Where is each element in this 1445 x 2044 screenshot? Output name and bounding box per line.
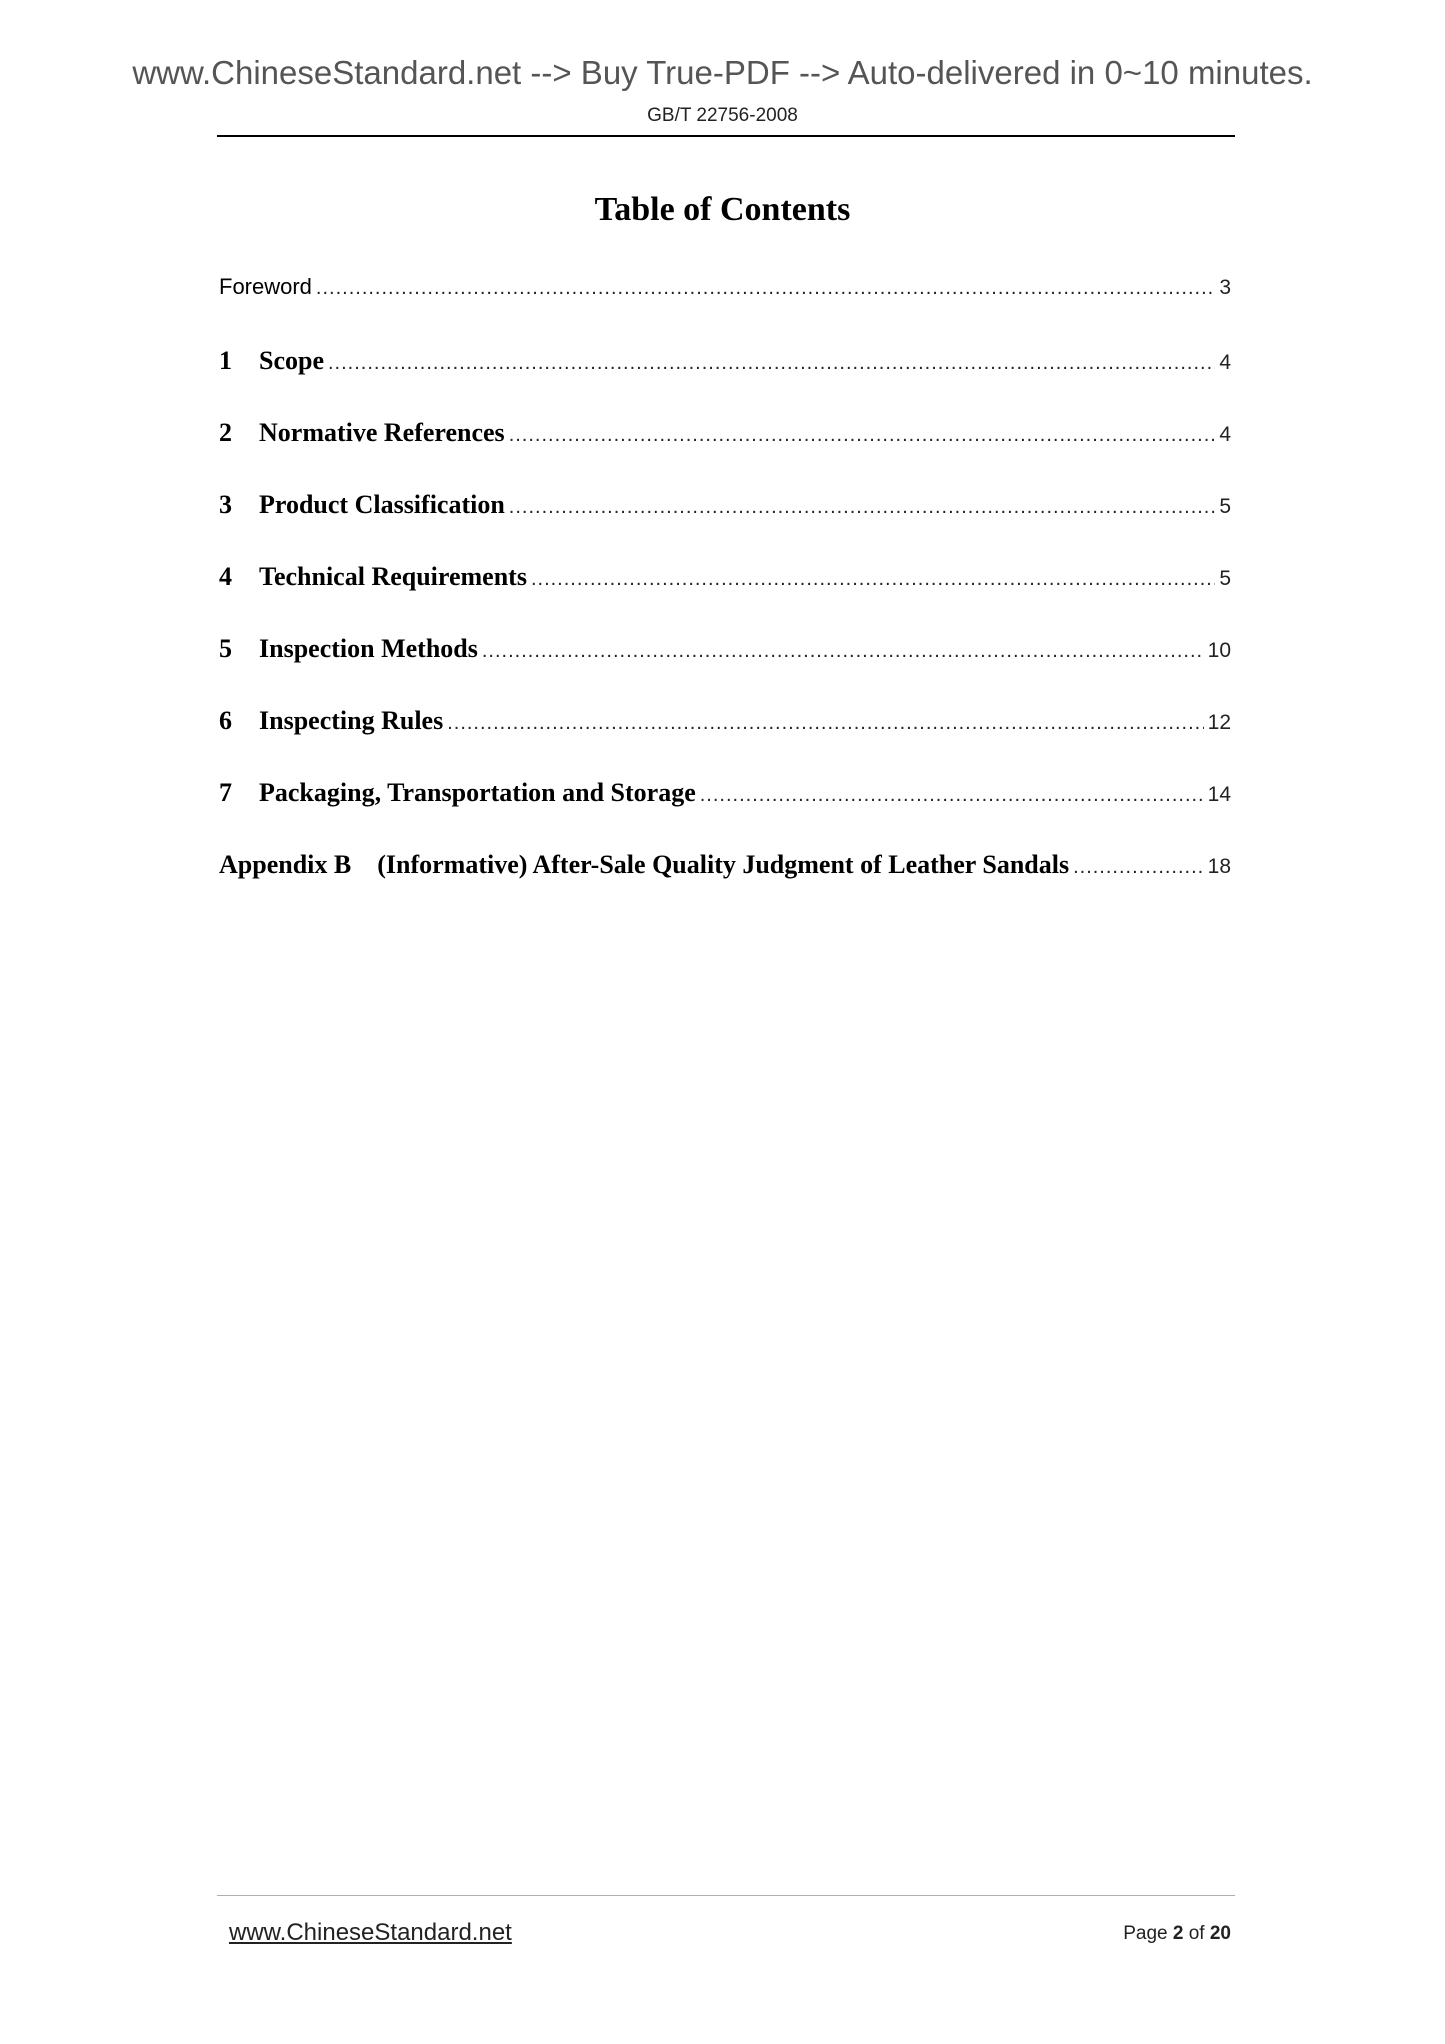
toc-entry-normative-references[interactable] — [219, 418, 1231, 490]
toc-entry-number: 3 — [219, 490, 232, 519]
toc-entry-number: 2 — [219, 418, 232, 447]
toc-leader-dots — [328, 352, 1215, 375]
page-indicator — [1123, 1923, 1231, 1945]
toc-entry-label — [219, 850, 1069, 880]
toc-entry-page: 14 — [1207, 783, 1231, 806]
toc-entry-product-classification[interactable] — [219, 490, 1231, 562]
header-divider — [217, 135, 1235, 137]
toc-entry-number: 5 — [219, 634, 232, 663]
page-word: Page — [1123, 1923, 1168, 1944]
source-banner: www.ChineseStandard.net --> Buy True-PDF --> Auto-delivered in 0~10 minutes. — [132, 54, 1313, 91]
toc-leader-dots — [316, 277, 1215, 300]
toc-leader-dots — [509, 424, 1216, 447]
toc-entry-inspection-methods[interactable] — [219, 634, 1231, 706]
toc-entry-scope[interactable] — [219, 346, 1231, 418]
toc-entry-label: Product Classification — [259, 490, 505, 519]
toc-entry-number: 4 — [219, 562, 232, 591]
toc-entry-page: 4 — [1219, 423, 1231, 446]
toc-entry-label: Scope — [259, 346, 324, 375]
table-of-contents — [219, 274, 1231, 922]
toc-entry-label: Technical Requirements — [259, 562, 527, 591]
toc-entry-foreword[interactable] — [219, 274, 1231, 346]
toc-entry-page: 3 — [1219, 276, 1231, 299]
toc-entry-appendix-b[interactable] — [219, 850, 1231, 922]
page-total: 20 — [1209, 1923, 1231, 1944]
toc-appendix-title: (Informative) After-Sale Quality Judgment of Leather Sandals — [377, 850, 1070, 879]
toc-entry-page: 5 — [1219, 567, 1231, 590]
standard-code-header: GB/T 22756-2008 — [647, 105, 798, 126]
toc-entry-inspecting-rules[interactable] — [219, 706, 1231, 778]
toc-leader-dots — [1073, 856, 1204, 879]
toc-entry-page: 18 — [1207, 855, 1231, 878]
toc-leader-dots — [482, 640, 1204, 663]
toc-entry-number: 1 — [219, 346, 232, 375]
toc-appendix-prefix: Appendix B — [219, 850, 352, 879]
page-of: of — [1188, 1923, 1205, 1944]
toc-title: Table of Contents — [594, 191, 851, 228]
toc-entry-number: 6 — [219, 706, 232, 735]
toc-entry-label: Inspection Methods — [259, 634, 478, 663]
toc-leader-dots — [509, 496, 1216, 519]
toc-leader-dots — [531, 568, 1215, 591]
toc-leader-dots — [700, 784, 1204, 807]
toc-entry-label: Foreword — [219, 274, 312, 299]
toc-entry-number: 7 — [219, 778, 232, 807]
footer-site-link[interactable]: www.ChineseStandard.net — [229, 1919, 512, 1946]
toc-entry-packaging[interactable] — [219, 778, 1231, 850]
toc-entry-page: 10 — [1207, 639, 1231, 662]
footer-divider — [217, 1895, 1235, 1896]
toc-entry-technical-requirements[interactable] — [219, 562, 1231, 634]
toc-entry-page: 12 — [1207, 711, 1231, 734]
toc-entry-label: Normative References — [259, 418, 505, 447]
toc-entry-label: Packaging, Transportation and Storage — [259, 778, 696, 807]
toc-entry-page: 4 — [1219, 351, 1231, 374]
page-current: 2 — [1172, 1923, 1184, 1944]
toc-leader-dots — [447, 712, 1203, 735]
toc-entry-label: Inspecting Rules — [259, 706, 444, 735]
toc-entry-page: 5 — [1219, 495, 1231, 518]
